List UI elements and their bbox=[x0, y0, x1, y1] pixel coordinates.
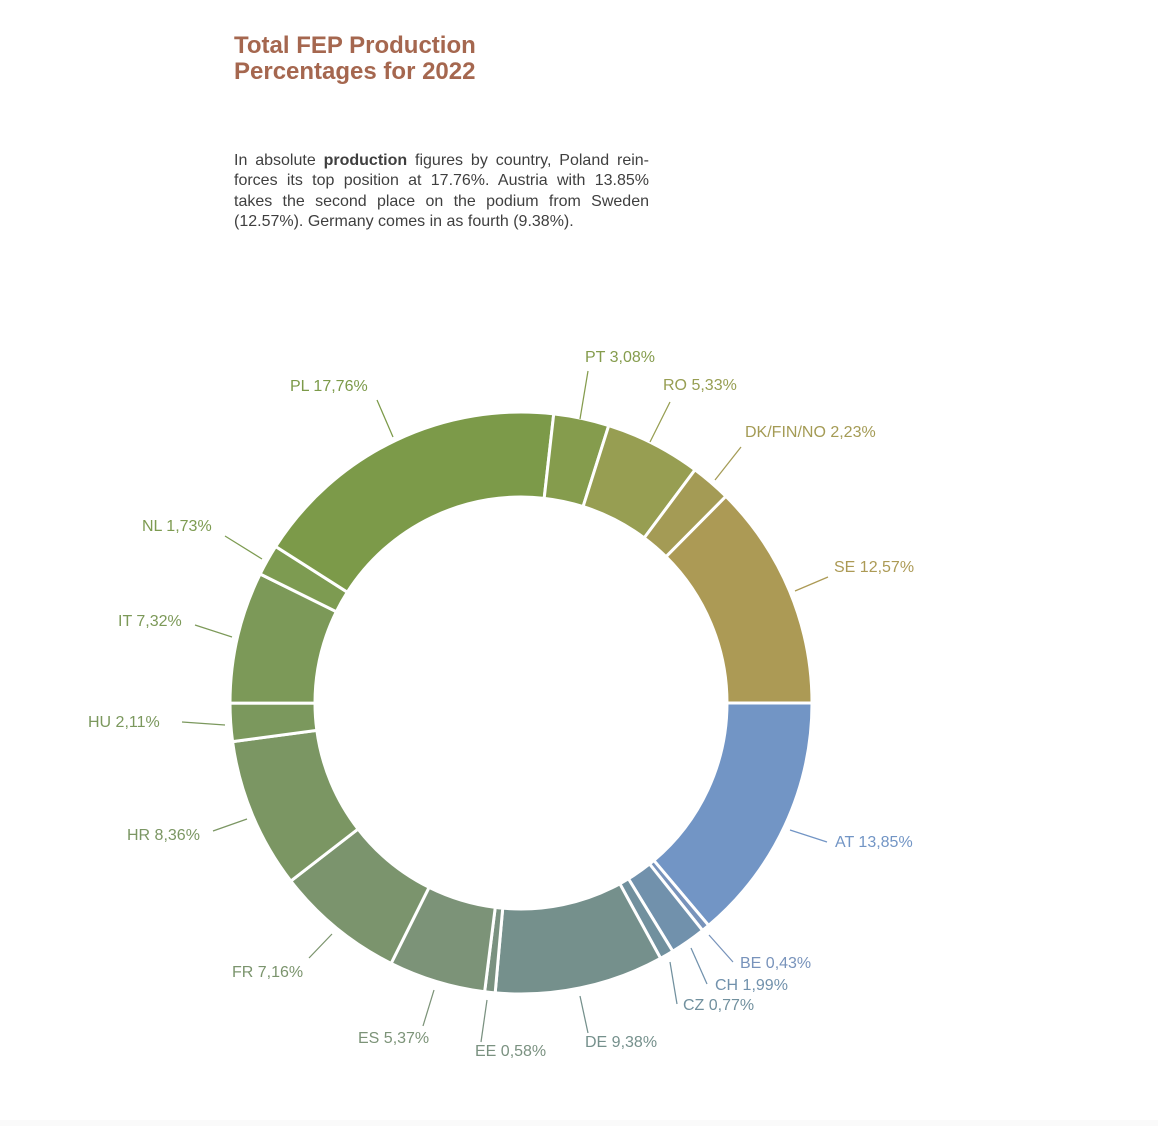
slice-leader-line-DE bbox=[580, 996, 588, 1033]
intro-line: In absolute production figures by country, Poland rein- bbox=[234, 152, 649, 169]
page-title-line-1: Total FEP Production bbox=[234, 32, 476, 59]
slice-label-HU: HU 2,11% bbox=[88, 714, 160, 731]
slice-label-SE: SE 12,57% bbox=[834, 559, 915, 576]
slice-label-NL: NL 1,73% bbox=[142, 518, 212, 535]
slice-leader-line-IT bbox=[195, 625, 232, 637]
slice-leader-line-NL bbox=[225, 536, 262, 559]
slice-leader-line-PL bbox=[377, 400, 393, 437]
slice-label-DE: DE 9,38% bbox=[585, 1034, 658, 1051]
slice-label-AT: AT 13,85% bbox=[835, 834, 913, 851]
slice-leader-line-AT bbox=[790, 830, 827, 842]
page-title-line-2: Percentages for 2022 bbox=[234, 58, 476, 85]
slice-label-CZ: CZ 0,77% bbox=[683, 997, 755, 1014]
intro-line: (12.57%). Germany comes in as fourth (9.38%). bbox=[234, 213, 574, 231]
slice-leader-line-HU bbox=[182, 722, 225, 725]
intro-line: takes the second place on the podium from Sweden bbox=[234, 192, 649, 210]
slice-leader-line-EE bbox=[481, 1000, 487, 1042]
slice-leader-line-SE bbox=[795, 577, 828, 591]
slice-leader-line-ES bbox=[423, 990, 434, 1026]
slice-label-FR: FR 7,16% bbox=[232, 964, 304, 981]
slice-leader-line-DK-FIN-NO bbox=[715, 447, 741, 480]
slice-label-HR: HR 8,36% bbox=[127, 827, 200, 844]
slice-PL bbox=[276, 412, 554, 592]
slice-leader-line-PT bbox=[580, 371, 588, 419]
slice-leader-line-CH bbox=[691, 948, 707, 984]
slice-label-EE: EE 0,58% bbox=[475, 1043, 547, 1060]
slice-leader-line-CZ bbox=[670, 962, 677, 1004]
slice-label-DK-FIN-NO: DK/FIN/NO 2,23% bbox=[745, 424, 876, 441]
intro-line: forces its top position at 17.76%. Austria with 13.85% bbox=[234, 172, 649, 190]
slice-label-IT: IT 7,32% bbox=[118, 613, 182, 630]
slice-label-PL: PL 17,76% bbox=[290, 378, 368, 395]
slice-leader-line-FR bbox=[309, 934, 332, 958]
slice-label-BE: BE 0,43% bbox=[740, 955, 812, 972]
slice-label-PT: PT 3,08% bbox=[585, 349, 655, 366]
slice-label-RO: RO 5,33% bbox=[663, 377, 737, 394]
slice-label-CH: CH 1,99% bbox=[715, 977, 788, 994]
slice-leader-line-RO bbox=[650, 402, 670, 442]
page-bottom-edge-strip bbox=[0, 1120, 1158, 1126]
slice-label-ES: ES 5,37% bbox=[358, 1030, 430, 1047]
slice-leader-line-HR bbox=[213, 819, 247, 831]
slice-leader-line-BE bbox=[709, 935, 733, 962]
